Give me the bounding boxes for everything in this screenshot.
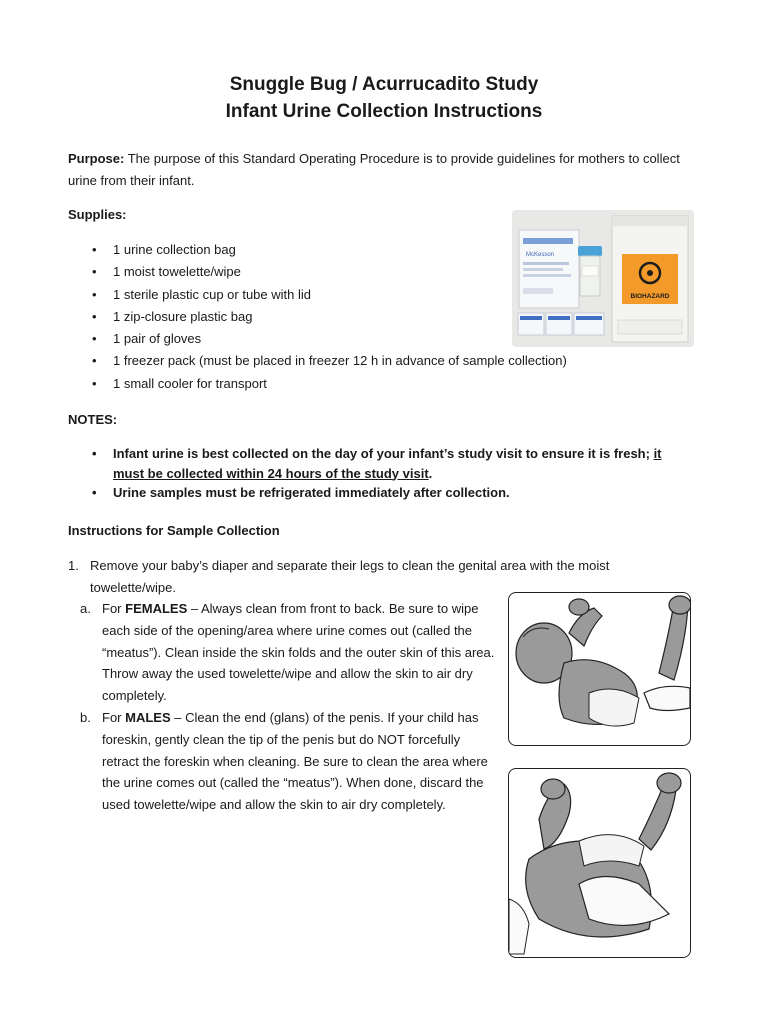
step-text: Remove your baby’s diaper and separate their legs to clean the genital area with the moist towelette/wipe. bbox=[90, 558, 610, 595]
step-number: 1. bbox=[68, 558, 79, 573]
list-item: • 1 sterile plastic cup or tube with lid bbox=[92, 284, 567, 306]
supplies-heading: Supplies: bbox=[68, 207, 127, 222]
substep-label: a. bbox=[80, 601, 91, 616]
supplies-list bbox=[92, 239, 567, 395]
substep-prefix: For bbox=[102, 710, 126, 725]
note-underlined-text: it must be collected within 24 hours of the study visit bbox=[113, 446, 662, 481]
list-item bbox=[92, 444, 682, 483]
supplies-photo bbox=[512, 210, 694, 347]
document-title: Snuggle Bug / Acurrucadito Study bbox=[229, 74, 539, 95]
document-subtitle: Infant Urine Collection Instructions bbox=[225, 101, 543, 122]
note-text: Infant urine is best collected on the day of your infant’s study visit to ensure it is fresh; bbox=[113, 446, 654, 461]
list-item: • 1 urine collection bag bbox=[92, 239, 567, 261]
list-item: • 1 moist towelette/wipe bbox=[92, 261, 567, 283]
list-item: • 1 freezer pack (must be placed in freezer 12 h in advance of sample collection) bbox=[92, 350, 567, 372]
specimen-cup bbox=[578, 246, 602, 296]
list-item: • 1 small cooler for transport bbox=[92, 373, 567, 395]
purpose-label: Purpose: bbox=[68, 151, 125, 166]
notes-list bbox=[92, 444, 682, 503]
collection-bag-box bbox=[519, 230, 579, 308]
list-item: • 1 pair of gloves bbox=[92, 328, 567, 350]
substep-bold: MALES bbox=[125, 710, 171, 725]
purpose-paragraph bbox=[68, 148, 698, 192]
list-item: • Urine samples must be refrigerated immediately after collection. bbox=[92, 483, 682, 503]
female-cleaning-illustration bbox=[508, 592, 691, 746]
svg-text:McKesson: McKesson bbox=[526, 252, 555, 258]
step-1a-females bbox=[80, 598, 500, 707]
list-item: • 1 zip-closure plastic bag bbox=[92, 306, 567, 328]
substep-bold: FEMALES bbox=[125, 601, 188, 616]
towelette-packets bbox=[518, 313, 604, 335]
biohazard-bag bbox=[612, 216, 688, 342]
substep-label: b. bbox=[80, 710, 91, 725]
notes-heading: NOTES: bbox=[68, 412, 118, 427]
note-period: . bbox=[428, 465, 433, 481]
purpose-text: The purpose of this Standard Operating Procedure is to provide guidelines for mothers to collect urine from their infant. bbox=[68, 151, 680, 188]
substep-text: – Clean the end (glans) of the penis. If your child has foreskin, gently clean the tip of the penis but do NOT forcefully retract the foreskin when cleaning. Be sure to clean the area where the urine comes out (called the “meatus”). When done, discard the used towelette/wipe and allow the skin to air dry completely. bbox=[102, 710, 488, 813]
substep-prefix: For bbox=[102, 601, 126, 616]
substep-text: – Always clean from front to back. Be sure to wipe each side of the opening/area where urine comes out (called the “meatus”). Clean inside the skin folds and the outer skin of this area. Throw away the used towelette/wipe and allow the skin to air dry completely. bbox=[102, 601, 495, 704]
instructions-heading: Instructions for Sample Collection bbox=[68, 523, 280, 538]
svg-text:BIOHAZARD: BIOHAZARD bbox=[630, 293, 670, 300]
male-cleaning-illustration bbox=[508, 768, 691, 958]
step-1b-males bbox=[80, 707, 500, 816]
